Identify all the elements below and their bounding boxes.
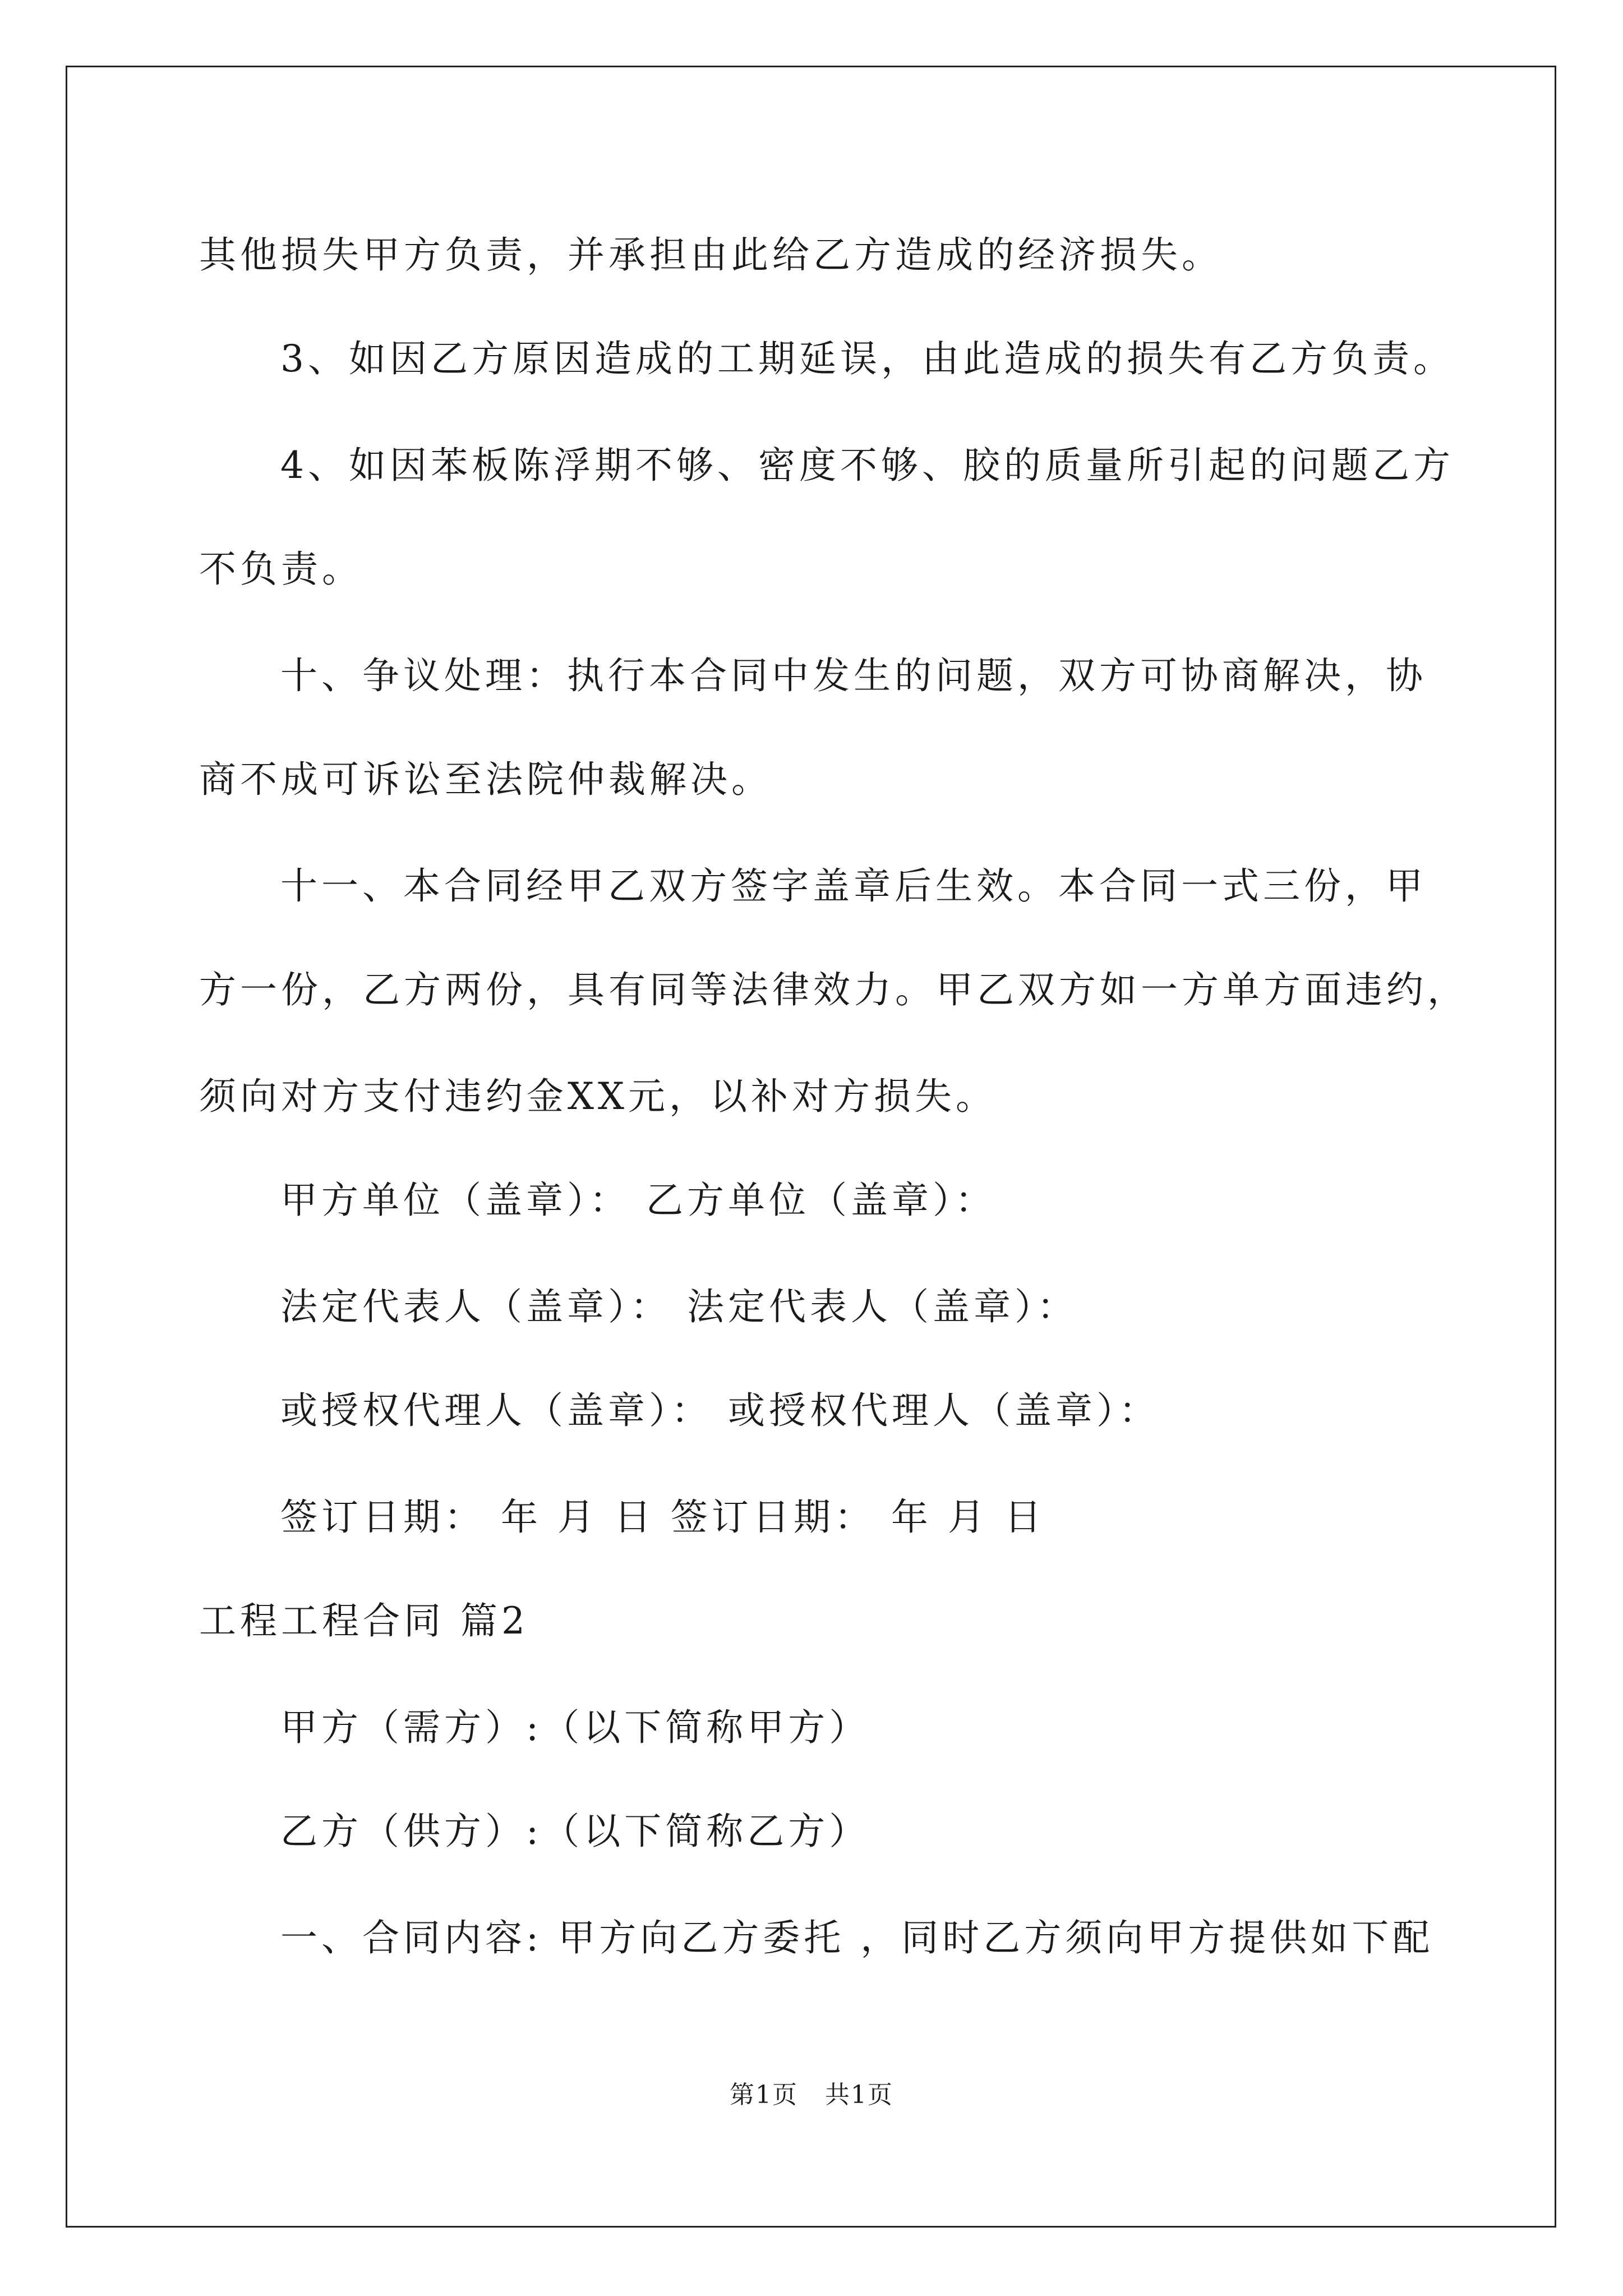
paragraph-line: 一、合同内容: 甲方向乙方委托 ，同时乙方须向甲方提供如下配 [280,1916,1434,1959]
section-heading: 工程工程合同 篇2 [199,1599,529,1642]
paragraph-line: 方一份，乙方两份，具有同等法律效力。甲乙双方如一方单方面违约， [199,968,1468,1011]
page-total: 共1页 [825,2081,893,2109]
paragraph-line: 商不成可诉讼至法院仲裁解决。 [199,758,772,801]
paragraph-line: 其他损失甲方负责，并承担由此给乙方造成的经济损失。 [199,233,1223,277]
paragraph-line: 甲方（需方）:（以下简称甲方） [280,1706,870,1749]
signature-line: 或授权代理人（盖章）： 或授权代理人（盖章）： [280,1389,1160,1432]
date-line: 签订日期： 年 月 日 签订日期： 年 月 日 [280,1496,1045,1539]
signature-line: 甲方单位（盖章）： 乙方单位（盖章）： [280,1179,996,1222]
signature-line: 法定代表人（盖章）： 法定代表人（盖章）： [280,1285,1078,1328]
page-footer [0,2078,1623,2112]
page-border [66,66,1556,2228]
page-number: 第1页 [730,2081,798,2109]
paragraph-line: 十、争议处理：执行本合同中发生的问题，双方可协商解决，协 [280,654,1427,697]
paragraph-line: 须向对方支付违约金XX元，以补对方损失。 [199,1075,997,1118]
paragraph-line: 不负责。 [199,547,363,591]
paragraph-line: 4、如因苯板陈浮期不够、密度不够、胶的质量所引起的问题乙方 [280,444,1454,487]
paragraph-line: 3、如因乙方原因造成的工期延误，由此造成的损失有乙方负责。 [280,337,1454,380]
paragraph-line: 十一、本合同经甲乙双方签字盖章后生效。本合同一式三份，甲 [280,864,1427,908]
paragraph-line: 乙方（供方）:（以下简称乙方） [280,1810,870,1853]
